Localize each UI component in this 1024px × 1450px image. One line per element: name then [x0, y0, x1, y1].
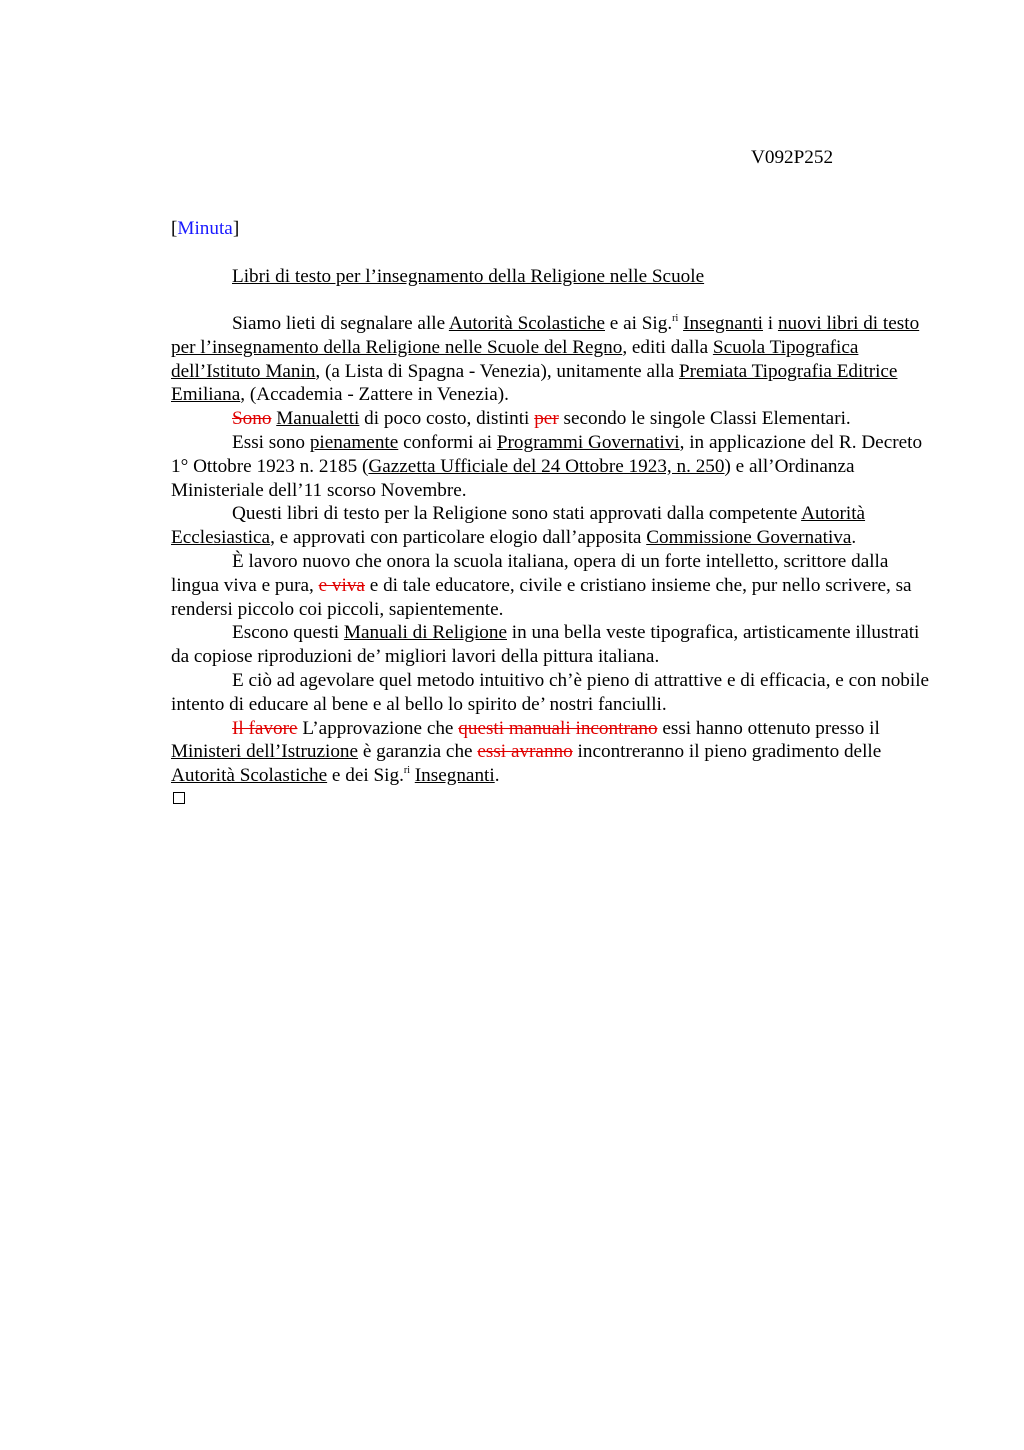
underlined-text: Insegnanti: [414, 765, 495, 787]
underlined-text: Gazzetta Ufficiale del 24 Ottobre 1923, n. 250: [368, 455, 725, 477]
text-run: secondo le singole Classi Elementari.: [558, 408, 851, 430]
text-run: .: [494, 765, 500, 787]
text-run: i: [763, 313, 778, 334]
text-run: ) e all’Ordinanza Ministeriale dell’11 scorso Novembre.: [171, 455, 855, 501]
paragraph-6: [171, 621, 931, 669]
paragraph-1: [171, 312, 931, 407]
text-run: e di tale educatore, civile e cristiano insieme che, pur nello scrivere, sa rendersi piccolo coi piccoli, sapientemente.: [171, 574, 912, 620]
underlined-text: Insegnanti: [683, 313, 763, 334]
deleted-text: essi avranno: [477, 741, 573, 763]
text-run: , (a Lista di Spagna - Venezia), unitamente alla: [315, 360, 679, 382]
paragraph-5: [171, 550, 931, 621]
text-run: conformi ai: [398, 431, 497, 453]
text-run: è garanzia che: [358, 741, 478, 763]
text-run: È lavoro nuovo che onora la scuola italiana, opera di un forte intelletto, scrittore dalla lingua viva e pura,: [171, 550, 889, 596]
paragraph-7: [171, 669, 931, 717]
underlined-text: Scuola Tipografica dell’Istituto Manin: [171, 336, 859, 382]
text-run: , (Accademia - Zattere in Venezia).: [240, 384, 509, 406]
paragraph-8: [171, 717, 931, 788]
text-run: , e approvati con particolare elogio dall’apposita: [270, 527, 647, 549]
label-bracket-close: ]: [232, 218, 240, 239]
document-label: [171, 217, 239, 241]
paragraph-3: [171, 431, 931, 502]
deleted-text: per: [534, 408, 559, 430]
page-id: V092P252: [751, 147, 834, 168]
text-run: incontreranno il pieno gradimento delle: [572, 741, 882, 763]
text-run: L’approvazione che: [297, 717, 459, 739]
document-title: Libri di testo per l’insegnamento della Religione nelle Scuole: [232, 266, 705, 287]
text-run: e ai Sig.: [605, 313, 673, 334]
underlined-text: Commissione Governativa: [646, 527, 852, 549]
text-run: Siamo lieti di segnalare alle: [232, 313, 449, 334]
text-run: Questi libri di testo per la Religione sono stati approvati dalla competente: [232, 503, 802, 525]
underlined-text: Ministeri dell’Istruzione: [171, 741, 359, 763]
underlined-text: Autorità Scolastiche: [171, 765, 328, 787]
underlined-text: Premiata Tipografia Editrice Emiliana: [171, 360, 898, 406]
text-run: essi hanno ottenuto presso il: [657, 717, 880, 739]
end-square-icon: [173, 792, 185, 804]
deleted-text: Il favore: [232, 717, 298, 739]
underlined-text: pienamente: [309, 431, 399, 453]
deleted-text: Sono: [232, 408, 272, 430]
underlined-text: Autorità Scolastiche: [448, 313, 605, 334]
text-run: in una bella veste tipografica, artisticamente illustrati da copiose riproduzioni de’ migliori lavori della pittura italiana.: [171, 622, 920, 668]
underlined-text: nuovi libri di testo per l’insegnamento della Religione nelle Scuole del Regno: [171, 313, 920, 358]
deleted-text: questi manuali incontrano: [458, 717, 658, 739]
paragraph-4: [171, 502, 931, 550]
label-bracket-open: [: [171, 218, 178, 239]
text-run: Essi sono: [232, 431, 310, 453]
underlined-text: Autorità Ecclesiastica: [171, 503, 866, 549]
paragraph-2: [171, 407, 931, 431]
underlined-text: Manualetti: [276, 408, 360, 430]
superscript: ri: [672, 313, 679, 324]
text-run: , editi dalla: [622, 336, 713, 358]
text-run: Escono questi: [232, 622, 344, 644]
label-text: Minuta: [177, 218, 233, 239]
deleted-text: e viva: [318, 574, 365, 596]
text-run: e dei Sig.: [327, 765, 404, 787]
text-run: E ciò ad agevolare quel metodo intuitivo ch’è pieno di attrattive e di efficacia, e con nobile intento di educare al bene e al bello lo spirito de’ nostri fanciulli.: [171, 669, 930, 715]
text-run: di poco costo, distinti: [359, 408, 535, 430]
underlined-text: Programmi Governativi: [496, 431, 680, 453]
text-run: , in applicazione del R. Decreto 1° Ottobre 1923 n. 2185 (: [171, 431, 923, 477]
document-body: [171, 312, 931, 788]
text-run: .: [851, 527, 857, 549]
superscript: ri: [403, 765, 410, 777]
underlined-text: Manuali di Religione: [343, 622, 507, 644]
